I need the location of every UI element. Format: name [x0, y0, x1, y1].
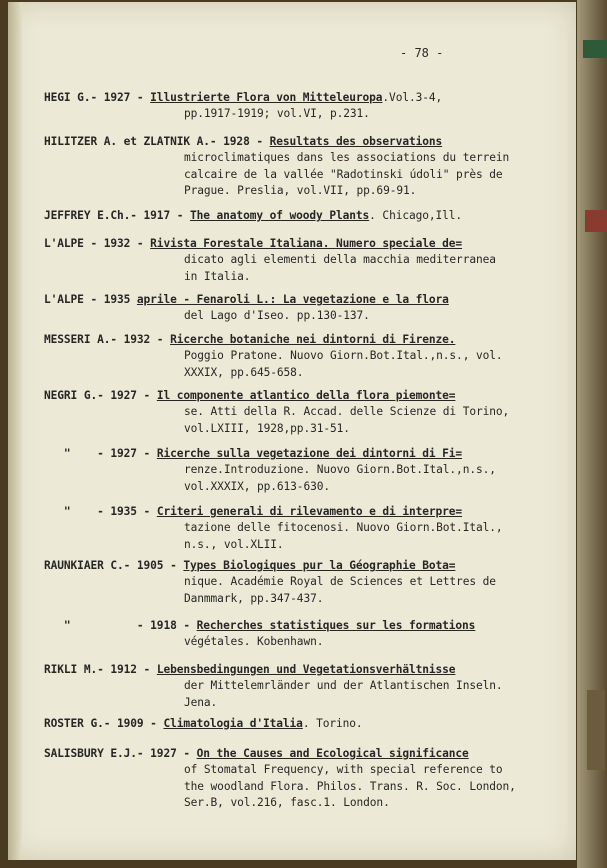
entry-author: HEGI G.- 1927 -	[44, 91, 151, 104]
page-spine	[8, 2, 22, 860]
entry-continuation-line: végétales. Kobenhawn.	[184, 635, 324, 649]
entry-details: . Chicago,Ill.	[369, 209, 463, 222]
entry-author: SALISBURY E.J.- 1927 -	[44, 747, 197, 760]
entry-title: On the Causes and Ecological significance	[196, 747, 469, 760]
entry-first-line	[44, 332, 574, 348]
entry-continuation-line: dicato agli elementi della macchia mediterranea	[184, 253, 496, 267]
entry-title: Ricerche botaniche nei dintorni di Firenze.	[170, 333, 456, 346]
entry-title: The anatomy of woody Plants	[189, 209, 370, 222]
entry-author: " - 1935 -	[44, 505, 157, 518]
entry-author: NEGRI G.- 1927 -	[44, 389, 157, 402]
red-tab	[585, 210, 607, 232]
bibliography-entry	[44, 746, 574, 812]
bibliography-entry	[44, 134, 574, 200]
entry-continuation-line: se. Atti della R. Accad. delle Scienze di Torino,	[184, 405, 510, 419]
entry-title: Illustrierte Flora von Mitteleuropa	[150, 91, 383, 104]
entry-first-line	[44, 558, 574, 574]
entry-author: RIKLI M.- 1912 -	[44, 663, 157, 676]
entry-author: JEFFREY E.Ch.- 1917 -	[44, 209, 190, 222]
entry-continuation-line: Ser.B, vol.216, fasc.1. London.	[184, 796, 390, 810]
entry-author: RAUNKIAER C.- 1905 -	[44, 559, 184, 572]
entry-continuation-line: in Italia.	[184, 269, 251, 283]
entry-title: Criteri generali di rilevamento e di interpre=	[156, 505, 463, 518]
bibliography-entry	[44, 446, 574, 495]
entry-first-line	[44, 292, 574, 308]
entry-continuation-line: tazione delle fitocenosi. Nuovo Giorn.Bot.Ital.,	[184, 521, 503, 535]
entry-author: " - 1927 -	[44, 447, 157, 460]
bibliography-entry	[44, 292, 574, 325]
entry-title: Lebensbedingungen und Vegetationsverhältnisse	[156, 663, 456, 676]
entry-continuation-line: renze.Introduzione. Nuovo Giorn.Bot.Ital.,n.s.,	[184, 463, 496, 477]
entry-continuation-line: XXXIX, pp.645-658.	[184, 365, 304, 379]
green-tab	[583, 40, 607, 58]
entry-continuation-line: of Stomatal Frequency, with special reference to	[184, 763, 503, 777]
entry-title: Types Biologiques pur la Géographie Bota=	[183, 559, 456, 572]
entry-continuation-line: n.s., vol.XLII.	[184, 537, 284, 551]
entry-continuation-line: der Mittelemrländer und der Atlantischen Inseln.	[184, 679, 503, 693]
entry-continuation-line: calcaire de la vallée "Radotinski údoli" près de	[184, 167, 503, 181]
bibliography-entry	[44, 504, 574, 553]
entry-title: Climatologia d'Italia	[163, 717, 303, 730]
bibliography-entry	[44, 90, 574, 123]
document-page	[8, 2, 576, 860]
entry-first-line	[44, 746, 574, 762]
entry-first-line	[44, 618, 574, 634]
entry-continuation-line: the woodland Flora. Philos. Trans. R. Soc. London,	[184, 779, 516, 793]
bibliography-entry	[44, 662, 574, 711]
bibliography-entry	[44, 558, 574, 607]
bibliography-entry	[44, 716, 574, 732]
entry-details: . Torino.	[302, 717, 363, 730]
entry-continuation-line: pp.1917-1919; vol.VI, p.231.	[184, 107, 370, 121]
entry-continuation-line: vol.XXXIX, pp.613-630.	[184, 479, 330, 493]
page-number: - 78 -	[400, 46, 444, 60]
entry-author: " - 1918 -	[44, 619, 197, 632]
entry-title: aprile - Fenaroli L.: La vegetazione e la flora	[136, 293, 449, 306]
bibliography-entry	[44, 618, 574, 651]
entry-first-line	[44, 90, 574, 106]
entry-title: Ricerche sulla vegetazione dei dintorni di Fi=	[156, 447, 463, 460]
entry-continuation-line: nique. Académie Royal de Sciences et Lettres de	[184, 575, 496, 589]
entry-continuation-line: Prague. Preslia, vol.VII, pp.69-91.	[184, 184, 417, 198]
entry-first-line	[44, 388, 574, 404]
entry-title: Rivista Forestale Italiana. Numero speciale de=	[150, 237, 463, 250]
entry-author: HILITZER A. et ZLATNIK A.- 1928 -	[44, 135, 270, 148]
entry-first-line	[44, 208, 574, 224]
entry-first-line	[44, 504, 574, 520]
entry-continuation-line: microclimatiques dans les associations du terrein	[184, 151, 510, 165]
entry-first-line	[44, 446, 574, 462]
entry-continuation-line: del Lago d'Iseo. pp.130-137.	[184, 309, 370, 323]
entry-continuation-line: Danmmark, pp.347-437.	[184, 591, 324, 605]
entry-author: MESSERI A.- 1932 -	[44, 333, 171, 346]
entry-continuation-line: vol.LXIII, 1928,pp.31-51.	[184, 421, 350, 435]
entry-author: L'ALPE - 1932 -	[44, 237, 151, 250]
entry-first-line	[44, 236, 574, 252]
bibliography-entry	[44, 236, 574, 285]
entry-title: Recherches statistiques sur les formations	[196, 619, 476, 632]
entry-first-line	[44, 716, 574, 732]
bibliography-entry	[44, 388, 574, 437]
entry-continuation-line: Jena.	[184, 695, 218, 709]
entry-first-line	[44, 134, 574, 150]
bibliography-entry	[44, 208, 574, 224]
entry-details: .Vol.3-4,	[382, 91, 443, 104]
entry-title: Resultats des observations	[269, 135, 443, 148]
entry-author: L'ALPE - 1935	[44, 293, 137, 306]
entry-continuation-line: Poggio Pratone. Nuovo Giorn.Bot.Ital.,n.s., vol.	[184, 349, 503, 363]
entry-title: Il componente atlantico della flora piemonte=	[156, 389, 456, 402]
binding-tab	[587, 690, 605, 770]
bibliography-entry	[44, 332, 574, 381]
entry-first-line	[44, 662, 574, 678]
entry-author: ROSTER G.- 1909 -	[44, 717, 164, 730]
